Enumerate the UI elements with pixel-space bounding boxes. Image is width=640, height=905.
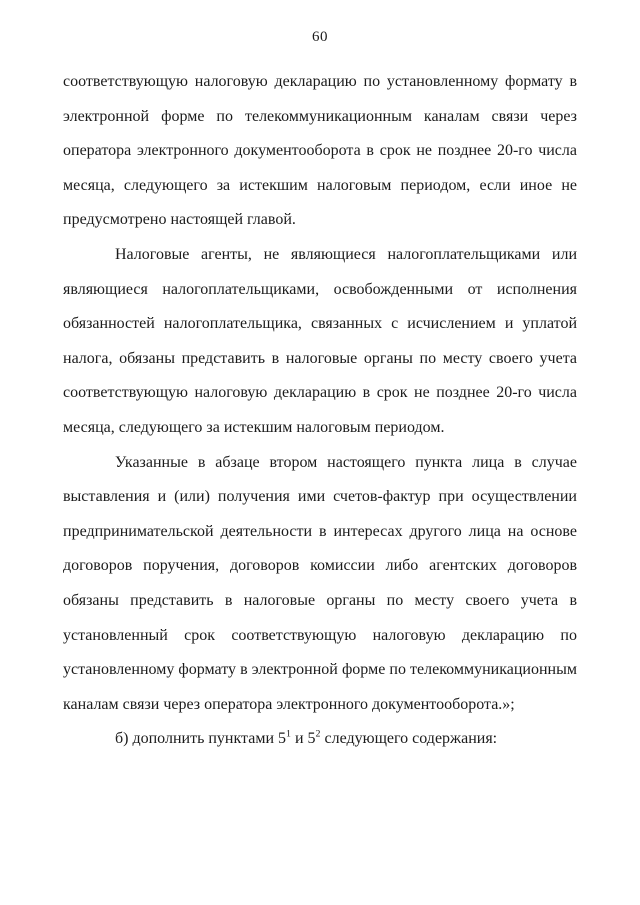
paragraph-3-line-8: каналам связи через оператора электронного документооборота.»;: [63, 695, 515, 713]
paragraph-2-line-1: Налоговые агенты, не являющиеся налогоплательщиками или: [115, 245, 577, 263]
paragraph-2-line-4: налога, обязаны представить в налоговые органы по месту своего учета: [63, 349, 577, 367]
paragraph-3-line-6: установленный срок соответствующую налоговую декларацию по: [63, 626, 577, 644]
text-segment: б) дополнить пунктами 5: [115, 730, 287, 748]
paragraph-1-line-3: оператора электронного документооборота в срок не позднее 20-го числа: [63, 142, 577, 160]
superscript-number: 1: [286, 728, 291, 740]
paragraph-3-line-7: установленному формату в электронной форме по телекоммуникационным: [63, 661, 577, 679]
paragraph-1-line-1: соответствующую налоговую декларацию по установленному формату в: [63, 73, 577, 90]
superscript-number: 2: [315, 728, 321, 740]
paragraph-3-line-5: обязаны представить в налоговые органы по месту своего учета в: [63, 591, 577, 609]
document-body: [63, 65, 577, 757]
paragraph-3-line-2: выставления и (или) получения ими счетов-фактур при осуществлении: [63, 488, 577, 506]
paragraph-1-line-5: предусмотрено настоящей главой.: [63, 211, 296, 229]
paragraph-3-line-1: Указанные в абзаце втором настоящего пункта лица в случае: [115, 453, 577, 471]
paragraph-3-line-3: предпринимательской деятельности в интересах другого лица на основе: [63, 522, 577, 540]
text-segment: следующего содержания:: [320, 730, 498, 748]
paragraph-4-line-1: [63, 722, 577, 757]
page-number: 60: [312, 29, 328, 45]
paragraph-2-line-2: являющиеся налогоплательщиками, освобожденными от исполнения: [63, 280, 577, 298]
text-segment: и 5: [290, 730, 316, 748]
paragraph-3-line-4: договоров поручения, договоров комиссии либо агентских договоров: [63, 557, 577, 575]
paragraph-1-line-4: месяца, следующего за истекшим налоговым периодом, если иное не: [63, 176, 577, 194]
paragraph-2-line-6: месяца, следующего за истекшим налоговым периодом.: [63, 418, 445, 436]
paragraph-2-line-5: соответствующую налоговую декларацию в срок не позднее 20-го числа: [63, 384, 577, 402]
paragraph-1-line-2: электронной форме по телекоммуникационным каналам связи через: [63, 107, 577, 125]
paragraph-2-line-3: обязанностей налогоплательщика, связанных с исчислением и уплатой: [63, 315, 577, 333]
